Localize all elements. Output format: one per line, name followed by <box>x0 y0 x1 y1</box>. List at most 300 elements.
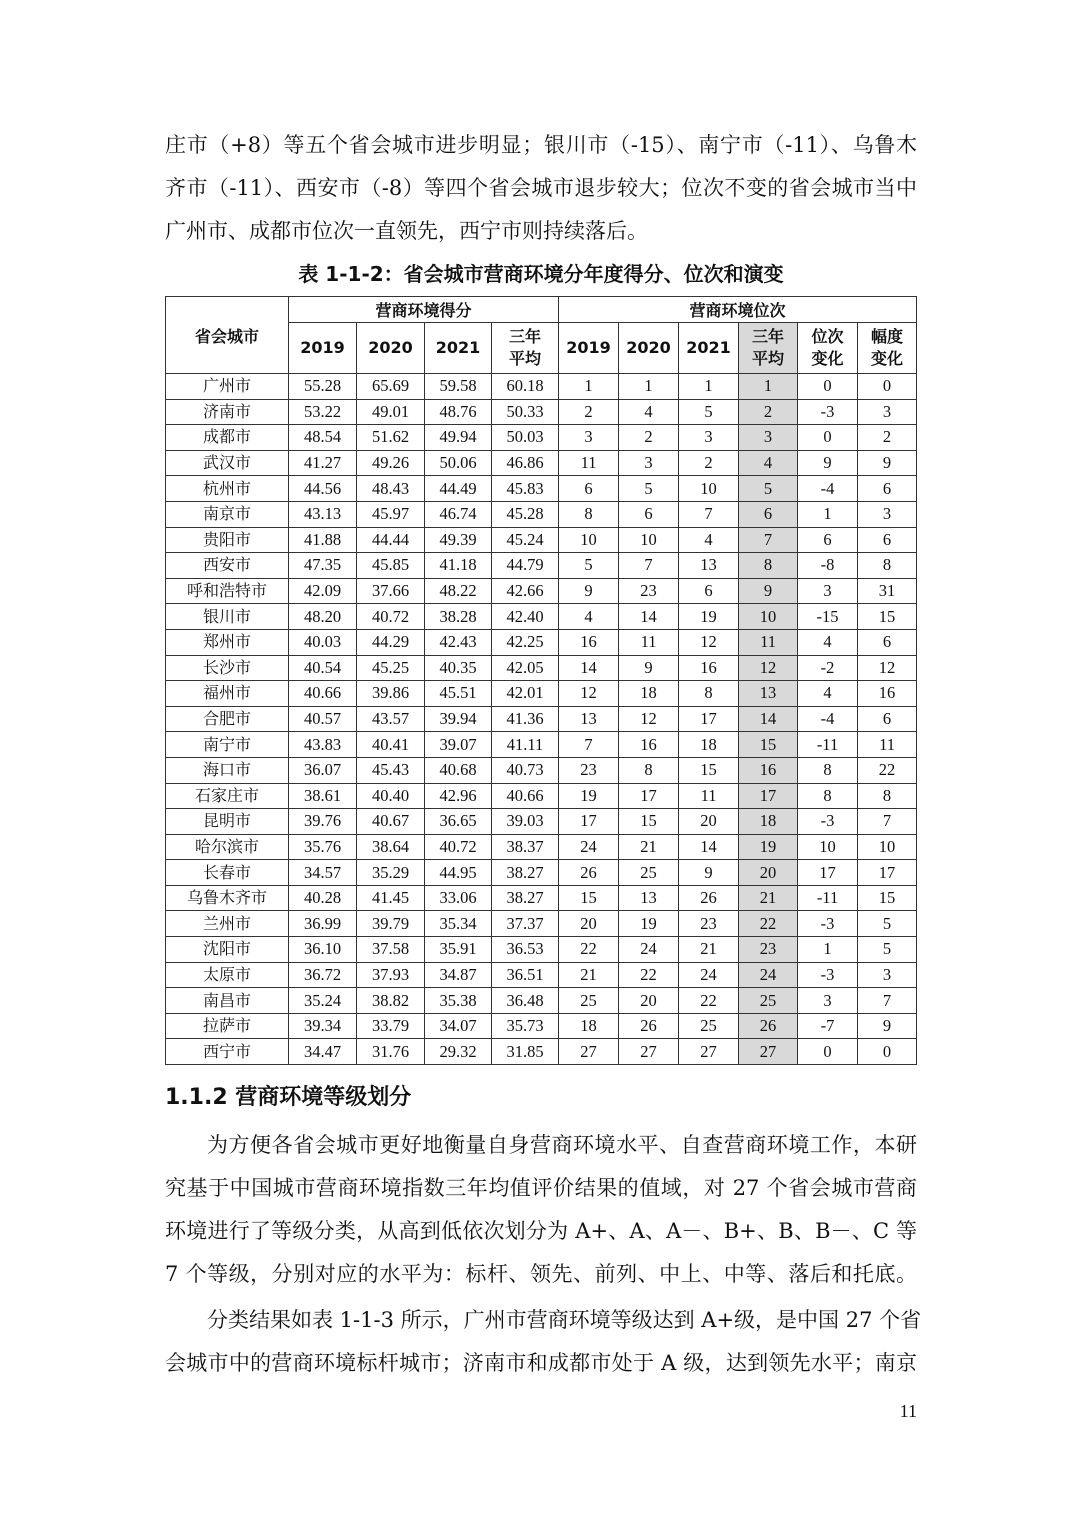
cell-r2021: 20 <box>679 809 739 835</box>
cell-r2020: 24 <box>619 937 679 963</box>
table-row <box>166 374 917 400</box>
cell-s2021: 35.38 <box>425 988 492 1014</box>
cell-r2020: 21 <box>619 834 679 860</box>
cell-r2019: 24 <box>559 834 619 860</box>
cell-s2021: 29.32 <box>425 1039 492 1065</box>
section-heading: 1.1.2 营商环境等级划分 <box>165 1085 412 1110</box>
cell-r2020: 19 <box>619 911 679 937</box>
cell-r2020: 11 <box>619 629 679 655</box>
cell-ravg: 9 <box>739 578 798 604</box>
table-row <box>166 655 917 681</box>
table-row <box>166 604 917 630</box>
cell-s2019: 44.56 <box>289 476 357 502</box>
cell-s2019: 55.28 <box>289 374 357 400</box>
header-rank-col: 2021 <box>679 323 739 374</box>
paragraph-line: 分类结果如表 1-1-3 所示，广州市营商环境等级达到 A+级，是中国 27 个省 <box>207 1308 922 1332</box>
cell-r2019: 11 <box>559 450 619 476</box>
paragraph-line: 广州市、成都市位次一直领先，西宁市则持续落后。 <box>165 219 648 243</box>
cell-change: 0 <box>798 374 858 400</box>
cell-r2020: 2 <box>619 425 679 451</box>
table-row <box>166 1039 917 1065</box>
cell-r2020: 16 <box>619 732 679 758</box>
cell-change: 0 <box>798 1039 858 1065</box>
cell-ravg: 11 <box>739 629 798 655</box>
cell-s2020: 37.58 <box>357 937 425 963</box>
cell-s2021: 40.72 <box>425 834 492 860</box>
cell-s2020: 39.79 <box>357 911 425 937</box>
cell-r2020: 4 <box>619 399 679 425</box>
cell-savg: 45.24 <box>492 527 559 553</box>
cell-city: 海口市 <box>166 757 289 783</box>
cell-s2021: 42.96 <box>425 783 492 809</box>
cell-s2020: 51.62 <box>357 425 425 451</box>
cell-city: 南昌市 <box>166 988 289 1014</box>
cell-s2019: 36.07 <box>289 757 357 783</box>
cell-range: 3 <box>858 962 917 988</box>
cell-r2020: 17 <box>619 783 679 809</box>
table-row <box>166 911 917 937</box>
cell-city: 南宁市 <box>166 732 289 758</box>
cell-city: 昆明市 <box>166 809 289 835</box>
cell-range: 2 <box>858 425 917 451</box>
cell-range: 7 <box>858 809 917 835</box>
cell-savg: 42.25 <box>492 629 559 655</box>
cell-r2021: 1 <box>679 374 739 400</box>
cell-r2019: 18 <box>559 1013 619 1039</box>
cell-s2019: 35.76 <box>289 834 357 860</box>
header-score-col: 三年 平均 <box>492 323 559 374</box>
intro-paragraph <box>165 124 917 253</box>
cell-r2021: 25 <box>679 1013 739 1039</box>
paragraph-line: 环境进行了等级分类，从高到低依次划分为 A+、A、A－、B+、B、B－、C 等 <box>165 1219 917 1243</box>
cell-s2020: 45.43 <box>357 757 425 783</box>
cell-r2021: 5 <box>679 399 739 425</box>
cell-s2020: 44.29 <box>357 629 425 655</box>
cell-s2019: 36.72 <box>289 962 357 988</box>
table-row <box>166 809 917 835</box>
table-row <box>166 578 917 604</box>
cell-change: 3 <box>798 988 858 1014</box>
cell-r2020: 26 <box>619 1013 679 1039</box>
header-score-col: 2019 <box>289 323 357 374</box>
header-score-group: 营商环境得分 <box>289 297 559 323</box>
cell-change: 0 <box>798 425 858 451</box>
cell-range: 10 <box>858 834 917 860</box>
cell-r2021: 3 <box>679 425 739 451</box>
cell-s2020: 48.43 <box>357 476 425 502</box>
cell-range: 6 <box>858 527 917 553</box>
cell-change: 8 <box>798 757 858 783</box>
cell-r2019: 22 <box>559 937 619 963</box>
cell-r2019: 3 <box>559 425 619 451</box>
cell-r2021: 8 <box>679 681 739 707</box>
cell-savg: 41.11 <box>492 732 559 758</box>
cell-city: 郑州市 <box>166 629 289 655</box>
cell-change: -3 <box>798 962 858 988</box>
cell-range: 7 <box>858 988 917 1014</box>
cell-city: 沈阳市 <box>166 937 289 963</box>
cell-range: 9 <box>858 450 917 476</box>
cell-r2019: 26 <box>559 860 619 886</box>
cell-r2020: 13 <box>619 885 679 911</box>
table-row <box>166 783 917 809</box>
table-row <box>166 885 917 911</box>
cell-ravg: 17 <box>739 783 798 809</box>
cell-savg: 41.36 <box>492 706 559 732</box>
cell-s2021: 35.91 <box>425 937 492 963</box>
cell-s2019: 40.57 <box>289 706 357 732</box>
cell-s2019: 43.13 <box>289 501 357 527</box>
cell-s2020: 40.72 <box>357 604 425 630</box>
cell-savg: 42.66 <box>492 578 559 604</box>
cell-range: 3 <box>858 501 917 527</box>
cell-city: 合肥市 <box>166 706 289 732</box>
cell-s2019: 36.99 <box>289 911 357 937</box>
cell-s2021: 33.06 <box>425 885 492 911</box>
cell-s2019: 39.34 <box>289 1013 357 1039</box>
cell-range: 15 <box>858 604 917 630</box>
cell-s2021: 49.39 <box>425 527 492 553</box>
cell-savg: 37.37 <box>492 911 559 937</box>
cell-city: 银川市 <box>166 604 289 630</box>
cell-s2020: 45.25 <box>357 655 425 681</box>
cell-savg: 31.85 <box>492 1039 559 1065</box>
cell-r2019: 2 <box>559 399 619 425</box>
cell-r2021: 15 <box>679 757 739 783</box>
table-row <box>166 860 917 886</box>
cell-s2020: 37.66 <box>357 578 425 604</box>
cell-ravg: 18 <box>739 809 798 835</box>
cell-city: 广州市 <box>166 374 289 400</box>
cell-s2021: 39.07 <box>425 732 492 758</box>
cell-r2019: 10 <box>559 527 619 553</box>
cell-r2019: 7 <box>559 732 619 758</box>
cell-change: 1 <box>798 501 858 527</box>
cell-range: 8 <box>858 783 917 809</box>
cell-change: -3 <box>798 911 858 937</box>
cell-savg: 50.33 <box>492 399 559 425</box>
cell-s2021: 49.94 <box>425 425 492 451</box>
table-row <box>166 988 917 1014</box>
cell-change: -3 <box>798 399 858 425</box>
cell-r2021: 27 <box>679 1039 739 1065</box>
cell-savg: 40.73 <box>492 757 559 783</box>
cell-ravg: 25 <box>739 988 798 1014</box>
cell-city: 兰州市 <box>166 911 289 937</box>
cell-r2020: 1 <box>619 374 679 400</box>
cell-r2021: 14 <box>679 834 739 860</box>
cell-savg: 38.27 <box>492 860 559 886</box>
cell-change: 4 <box>798 681 858 707</box>
cell-r2019: 14 <box>559 655 619 681</box>
cell-r2021: 11 <box>679 783 739 809</box>
cell-ravg: 21 <box>739 885 798 911</box>
cell-savg: 44.79 <box>492 553 559 579</box>
cell-ravg: 14 <box>739 706 798 732</box>
cell-s2020: 49.01 <box>357 399 425 425</box>
cell-s2019: 48.54 <box>289 425 357 451</box>
cell-city: 拉萨市 <box>166 1013 289 1039</box>
cell-s2020: 45.97 <box>357 501 425 527</box>
cell-r2020: 18 <box>619 681 679 707</box>
cell-s2021: 34.87 <box>425 962 492 988</box>
table-row <box>166 553 917 579</box>
cell-s2021: 42.43 <box>425 629 492 655</box>
cell-city: 哈尔滨市 <box>166 834 289 860</box>
cell-r2019: 8 <box>559 501 619 527</box>
cell-change: -11 <box>798 885 858 911</box>
cell-savg: 35.73 <box>492 1013 559 1039</box>
cell-r2021: 10 <box>679 476 739 502</box>
cell-savg: 50.03 <box>492 425 559 451</box>
table-row <box>166 834 917 860</box>
cell-s2021: 35.34 <box>425 911 492 937</box>
table-row <box>166 757 917 783</box>
cell-s2021: 59.58 <box>425 374 492 400</box>
page-number: 11 <box>899 1401 917 1421</box>
cell-range: 0 <box>858 374 917 400</box>
cell-ravg: 10 <box>739 604 798 630</box>
cell-r2019: 6 <box>559 476 619 502</box>
cell-s2021: 44.49 <box>425 476 492 502</box>
header-rank-col: 幅度 变化 <box>858 323 917 374</box>
cell-s2020: 37.93 <box>357 962 425 988</box>
cell-r2020: 8 <box>619 757 679 783</box>
cell-r2019: 9 <box>559 578 619 604</box>
cell-s2019: 42.09 <box>289 578 357 604</box>
cell-r2020: 22 <box>619 962 679 988</box>
cell-ravg: 16 <box>739 757 798 783</box>
cell-range: 5 <box>858 937 917 963</box>
header-score-col: 2021 <box>425 323 492 374</box>
cell-range: 3 <box>858 399 917 425</box>
cell-s2019: 34.57 <box>289 860 357 886</box>
cell-r2019: 17 <box>559 809 619 835</box>
header-rank-col: 位次 变化 <box>798 323 858 374</box>
cell-r2021: 12 <box>679 629 739 655</box>
cell-ravg: 1 <box>739 374 798 400</box>
paragraph-line: 究基于中国城市营商环境指数三年均值评价结果的值域，对 27 个省会城市营商 <box>165 1176 917 1200</box>
cell-s2020: 49.26 <box>357 450 425 476</box>
cell-change: -8 <box>798 553 858 579</box>
cell-s2021: 45.51 <box>425 681 492 707</box>
cell-r2020: 7 <box>619 553 679 579</box>
header-city: 省会城市 <box>166 297 289 374</box>
table-row <box>166 501 917 527</box>
cell-change: -2 <box>798 655 858 681</box>
cell-ravg: 23 <box>739 937 798 963</box>
cell-city: 长沙市 <box>166 655 289 681</box>
cell-ravg: 3 <box>739 425 798 451</box>
cell-s2019: 36.10 <box>289 937 357 963</box>
cell-s2019: 35.24 <box>289 988 357 1014</box>
cell-r2020: 12 <box>619 706 679 732</box>
cell-s2019: 40.66 <box>289 681 357 707</box>
cell-s2019: 48.20 <box>289 604 357 630</box>
paragraph-line: 会城市中的营商环境标杆城市；济南市和成都市处于 A 级，达到领先水平；南京 <box>165 1351 917 1375</box>
cell-change: -11 <box>798 732 858 758</box>
paragraph-line: 7 个等级，分别对应的水平为：标杆、领先、前列、中上、中等、落后和托底。 <box>165 1262 917 1286</box>
cell-s2019: 38.61 <box>289 783 357 809</box>
cell-city: 福州市 <box>166 681 289 707</box>
cell-s2021: 50.06 <box>425 450 492 476</box>
cell-city: 贵阳市 <box>166 527 289 553</box>
cell-r2019: 20 <box>559 911 619 937</box>
cell-s2021: 40.68 <box>425 757 492 783</box>
table-row <box>166 450 917 476</box>
cell-s2020: 43.57 <box>357 706 425 732</box>
cell-s2019: 39.76 <box>289 809 357 835</box>
cell-s2020: 40.41 <box>357 732 425 758</box>
cell-range: 6 <box>858 476 917 502</box>
paragraph-line: 为方便各省会城市更好地衡量自身营商环境水平、自查营商环境工作，本研 <box>207 1133 917 1157</box>
cell-savg: 38.37 <box>492 834 559 860</box>
table-row <box>166 962 917 988</box>
cell-r2020: 10 <box>619 527 679 553</box>
cell-change: 10 <box>798 834 858 860</box>
cell-s2021: 44.95 <box>425 860 492 886</box>
table-row <box>166 399 917 425</box>
table-row <box>166 732 917 758</box>
table-row <box>166 706 917 732</box>
cell-r2020: 23 <box>619 578 679 604</box>
cell-savg: 45.83 <box>492 476 559 502</box>
cell-r2019: 15 <box>559 885 619 911</box>
cell-ravg: 22 <box>739 911 798 937</box>
cell-ravg: 7 <box>739 527 798 553</box>
cell-s2021: 48.76 <box>425 399 492 425</box>
cell-s2020: 38.82 <box>357 988 425 1014</box>
cell-r2019: 4 <box>559 604 619 630</box>
cell-s2020: 31.76 <box>357 1039 425 1065</box>
cell-r2019: 5 <box>559 553 619 579</box>
cell-s2019: 53.22 <box>289 399 357 425</box>
cell-s2020: 45.85 <box>357 553 425 579</box>
cell-r2019: 25 <box>559 988 619 1014</box>
cell-s2021: 34.07 <box>425 1013 492 1039</box>
cell-change: -3 <box>798 809 858 835</box>
cell-s2019: 40.54 <box>289 655 357 681</box>
header-score-col: 2020 <box>357 323 425 374</box>
cell-s2021: 46.74 <box>425 501 492 527</box>
cell-s2019: 40.28 <box>289 885 357 911</box>
cell-ravg: 12 <box>739 655 798 681</box>
cell-change: 17 <box>798 860 858 886</box>
cell-city: 乌鲁木齐市 <box>166 885 289 911</box>
cell-city: 呼和浩特市 <box>166 578 289 604</box>
cell-change: -7 <box>798 1013 858 1039</box>
cell-ravg: 6 <box>739 501 798 527</box>
cell-city: 杭州市 <box>166 476 289 502</box>
cell-change: -15 <box>798 604 858 630</box>
cell-r2019: 13 <box>559 706 619 732</box>
cell-s2020: 39.86 <box>357 681 425 707</box>
cell-ravg: 24 <box>739 962 798 988</box>
cell-range: 22 <box>858 757 917 783</box>
cell-range: 15 <box>858 885 917 911</box>
cell-change: 1 <box>798 937 858 963</box>
cell-savg: 38.27 <box>492 885 559 911</box>
cell-change: -4 <box>798 476 858 502</box>
cell-range: 9 <box>858 1013 917 1039</box>
cell-s2020: 44.44 <box>357 527 425 553</box>
cell-s2020: 40.40 <box>357 783 425 809</box>
cell-r2020: 14 <box>619 604 679 630</box>
cell-ravg: 2 <box>739 399 798 425</box>
cell-r2019: 23 <box>559 757 619 783</box>
cell-ravg: 5 <box>739 476 798 502</box>
cell-s2021: 48.22 <box>425 578 492 604</box>
cell-city: 成都市 <box>166 425 289 451</box>
cell-r2021: 9 <box>679 860 739 886</box>
cell-r2021: 4 <box>679 527 739 553</box>
header-rank-col: 2019 <box>559 323 619 374</box>
table-row <box>166 937 917 963</box>
cell-r2019: 16 <box>559 629 619 655</box>
cell-r2021: 18 <box>679 732 739 758</box>
paragraph-line: 齐市（-11）、西安市（-8）等四个省会城市退步较大；位次不变的省会城市当中 <box>165 176 917 200</box>
cell-r2019: 12 <box>559 681 619 707</box>
cell-r2020: 25 <box>619 860 679 886</box>
table-row <box>166 476 917 502</box>
cell-city: 西安市 <box>166 553 289 579</box>
cell-range: 31 <box>858 578 917 604</box>
cell-r2021: 19 <box>679 604 739 630</box>
cell-s2020: 33.79 <box>357 1013 425 1039</box>
cell-change: 8 <box>798 783 858 809</box>
cell-r2020: 20 <box>619 988 679 1014</box>
header-rank-col: 2020 <box>619 323 679 374</box>
cell-s2020: 40.67 <box>357 809 425 835</box>
cell-r2021: 7 <box>679 501 739 527</box>
table-row <box>166 681 917 707</box>
cell-s2019: 41.88 <box>289 527 357 553</box>
cell-r2020: 3 <box>619 450 679 476</box>
table-row <box>166 629 917 655</box>
cell-r2020: 5 <box>619 476 679 502</box>
cell-r2019: 19 <box>559 783 619 809</box>
cell-savg: 42.05 <box>492 655 559 681</box>
cell-savg: 36.51 <box>492 962 559 988</box>
cell-savg: 60.18 <box>492 374 559 400</box>
score-rank-table <box>165 296 917 1065</box>
cell-savg: 45.28 <box>492 501 559 527</box>
cell-r2021: 17 <box>679 706 739 732</box>
cell-savg: 39.03 <box>492 809 559 835</box>
cell-r2021: 24 <box>679 962 739 988</box>
table-caption: 表 1-1-2：省会城市营商环境分年度得分、位次和演变 <box>298 262 784 286</box>
cell-city: 南京市 <box>166 501 289 527</box>
cell-ravg: 13 <box>739 681 798 707</box>
cell-r2021: 16 <box>679 655 739 681</box>
cell-ravg: 15 <box>739 732 798 758</box>
cell-s2020: 65.69 <box>357 374 425 400</box>
cell-s2019: 43.83 <box>289 732 357 758</box>
cell-city: 太原市 <box>166 962 289 988</box>
cell-range: 12 <box>858 655 917 681</box>
cell-s2020: 41.45 <box>357 885 425 911</box>
cell-r2021: 26 <box>679 885 739 911</box>
cell-range: 0 <box>858 1039 917 1065</box>
table-row <box>166 1013 917 1039</box>
body-paragraph-1 <box>165 1124 917 1296</box>
paragraph-line: 庄市（+8）等五个省会城市进步明显；银川市（-15）、南宁市（-11）、乌鲁木 <box>165 133 917 157</box>
cell-r2019: 1 <box>559 374 619 400</box>
cell-savg: 46.86 <box>492 450 559 476</box>
cell-ravg: 20 <box>739 860 798 886</box>
cell-range: 8 <box>858 553 917 579</box>
cell-r2019: 21 <box>559 962 619 988</box>
